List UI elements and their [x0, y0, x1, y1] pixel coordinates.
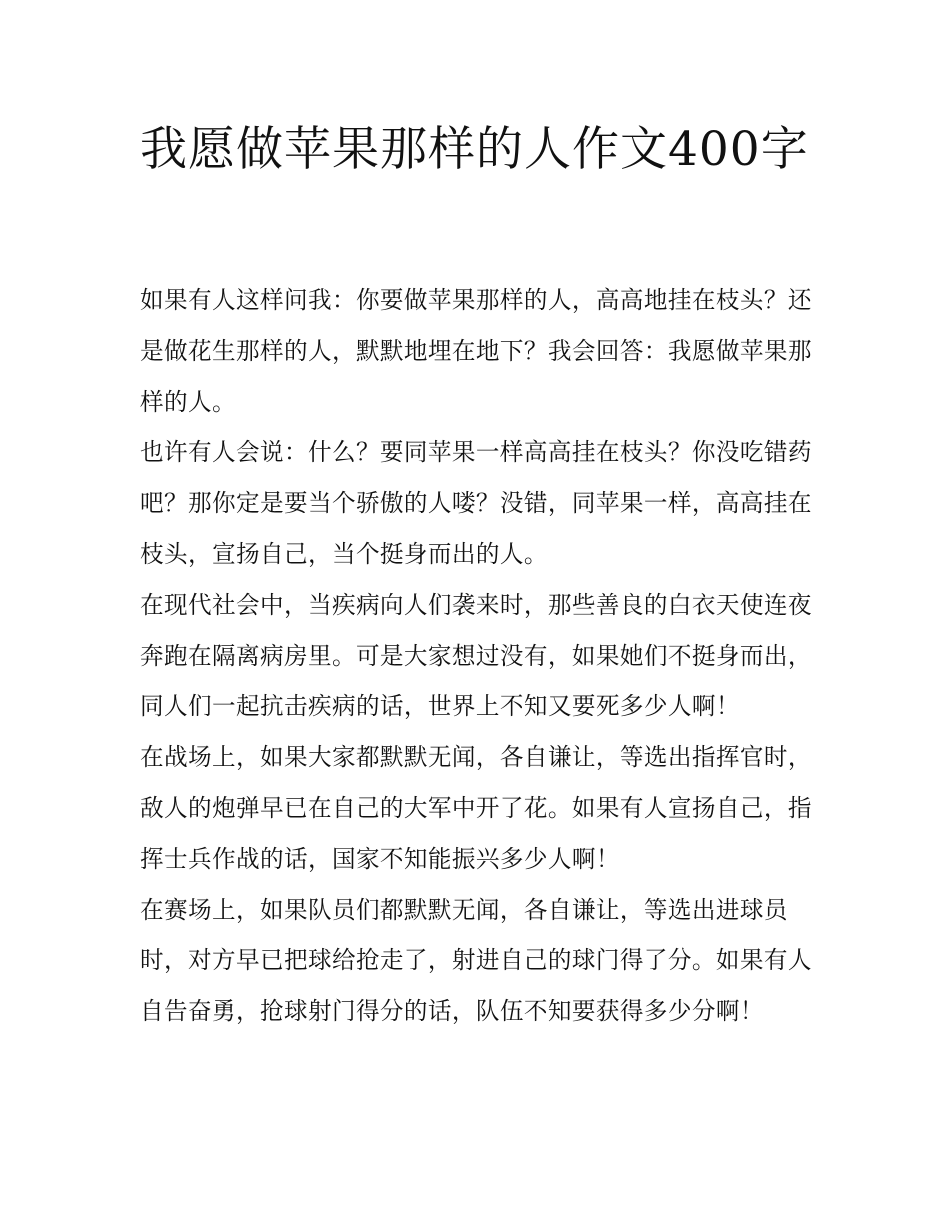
paragraph: 在现代社会中，当疾病向人们袭来时，那些善良的白衣天使连夜奔跑在隔离病房里。可是大家想过没有，如果她们不挺身而出，同人们一起抗击疾病的话，世界上不知又要死多少人啊！	[140, 590, 812, 721]
document-title: 我愿做苹果那样的人作文400字	[140, 122, 809, 177]
paragraph: 也许有人会说：什么？要同苹果一样高高挂在枝头？你没吃错药吧？那你定是要当个骄傲的人喽？没错，同苹果一样，高高挂在枝头，宣扬自己，当个挺身而出的人。	[140, 438, 812, 568]
document-body	[140, 275, 812, 1037]
paragraph: 如果有人这样问我：你要做苹果那样的人，高高地挂在枝头？还是做花生那样的人，默默地埋在地下？我会回答：我愿做苹果那样的人。	[140, 286, 812, 416]
paragraph: 在战场上，如果大家都默默无闻，各自谦让，等选出指挥官时，敌人的炮弹早已在自己的大军中开了花。如果有人宣扬自己，指挥士兵作战的话，国家不知能振兴多少人啊！	[140, 743, 812, 873]
paragraph: 在赛场上，如果队员们都默默无闻，各自谦让，等选出进球员时，对方早已把球给抢走了，射进自己的球门得了分。如果有人自告奋勇，抢球射门得分的话，队伍不知要获得多少分啊！	[140, 895, 812, 1026]
